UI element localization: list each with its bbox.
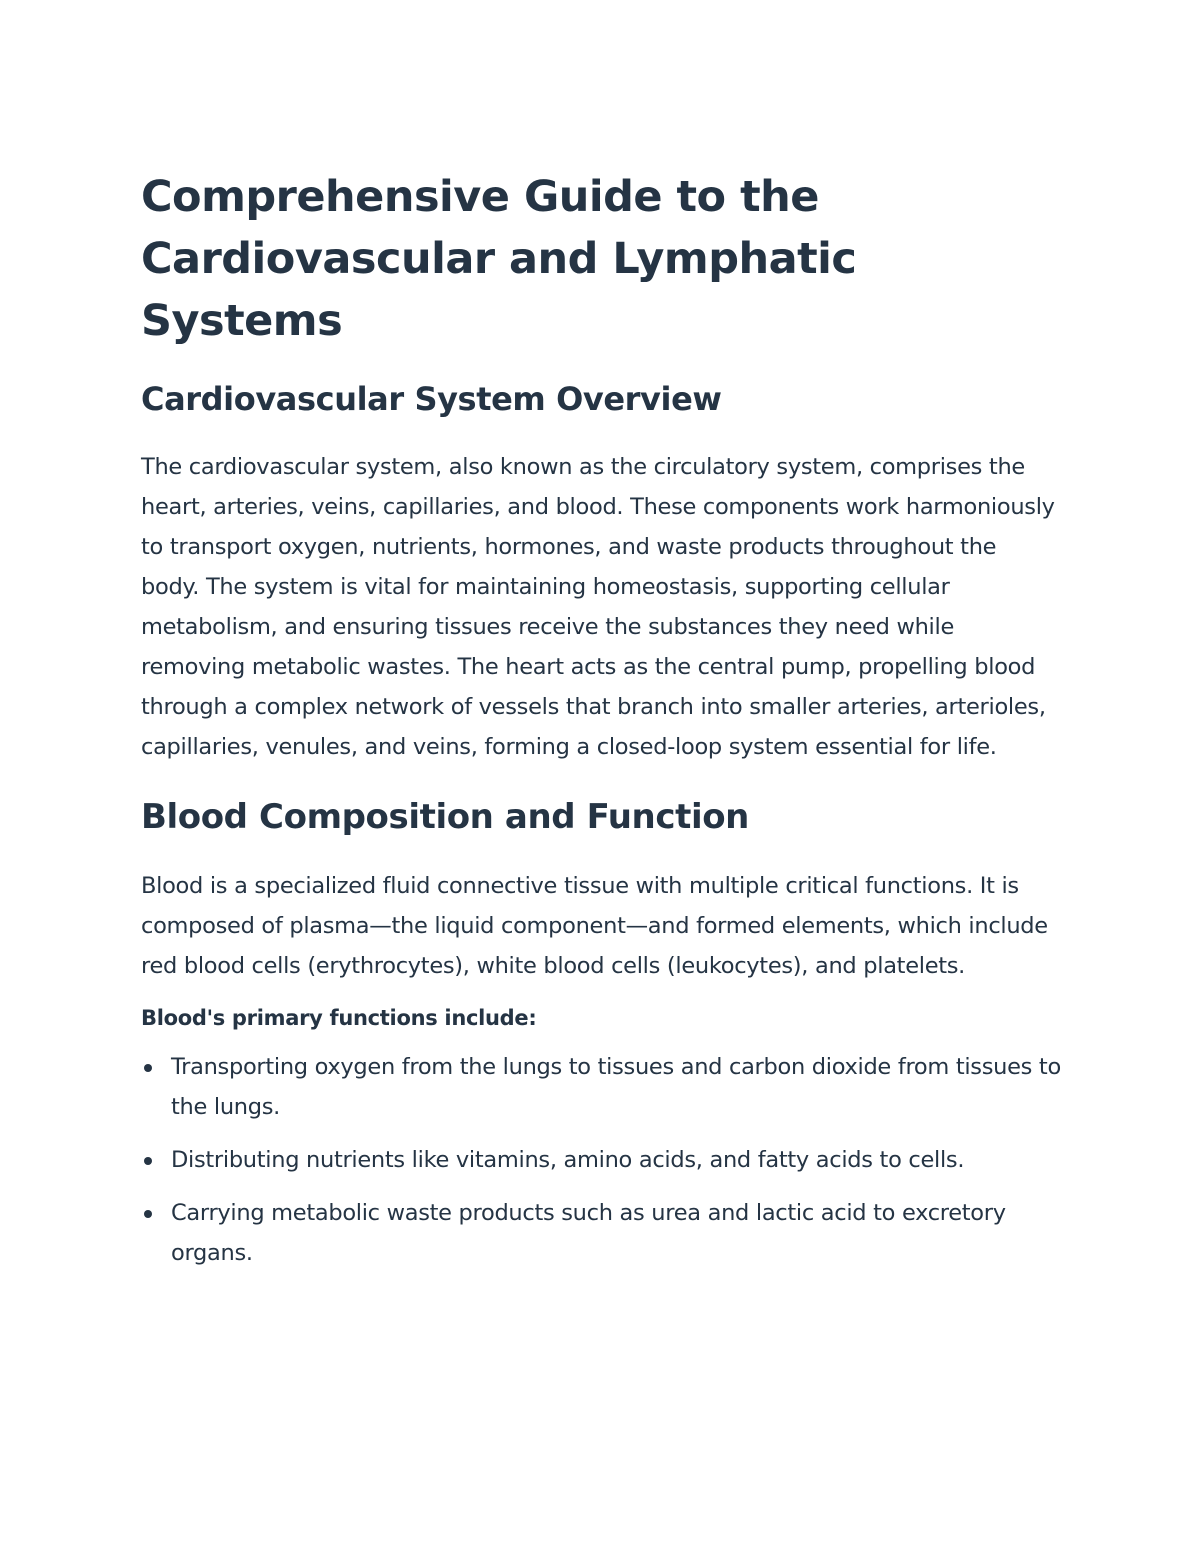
list-item [141,1140,1061,1180]
list-item-text: Transporting oxygen from the lungs to tissues and carbon dioxide from tissues to the lungs. [171,1054,1061,1120]
blood-functions-list [141,1047,1061,1273]
list-item-text: Carrying metabolic waste products such as urea and lactic acid to excretory organs. [171,1200,1006,1266]
section-paragraph-cardiovascular-overview: The cardiovascular system, also known as the circulatory system, comprises the heart, arteries, veins, capillaries, and blood. These components work harmoniously to transport oxygen, nutrients, hormones, and waste products throughout the body. The system is vital for maintaining homeostasis, supporting cellular metabolism, and ensuring tissues receive the substances they need while removing metabolic wastes. The heart acts as the central pump, propelling blood through a complex network of vessels that branch into smaller arteries, arterioles, capillaries, venules, and veins, forming a closed-loop system essential for life. [141,454,1055,760]
list-item [141,1193,1061,1273]
document-title: Comprehensive Guide to the Cardiovascular and Lymphatic Systems [141,172,857,346]
document-page [141,166,1061,1286]
list-item [141,1047,1061,1127]
bullet-icon [144,1157,152,1165]
blood-functions-subheading: Blood's primary functions include: [141,1006,537,1030]
section-heading-cardiovascular-overview: Cardiovascular System Overview [141,380,722,418]
section-paragraph-blood-composition: Blood is a specialized fluid connective tissue with multiple critical functions. It is composed of plasma—the liquid component—and formed elements, which include red blood cells (erythrocytes), white blood cells (leukocytes), and platelets. [141,873,1048,979]
list-item-text: Distributing nutrients like vitamins, amino acids, and fatty acids to cells. [171,1147,965,1173]
bullet-icon [144,1210,152,1218]
section-heading-blood-composition: Blood Composition and Function [141,797,749,837]
bullet-icon [144,1064,152,1072]
